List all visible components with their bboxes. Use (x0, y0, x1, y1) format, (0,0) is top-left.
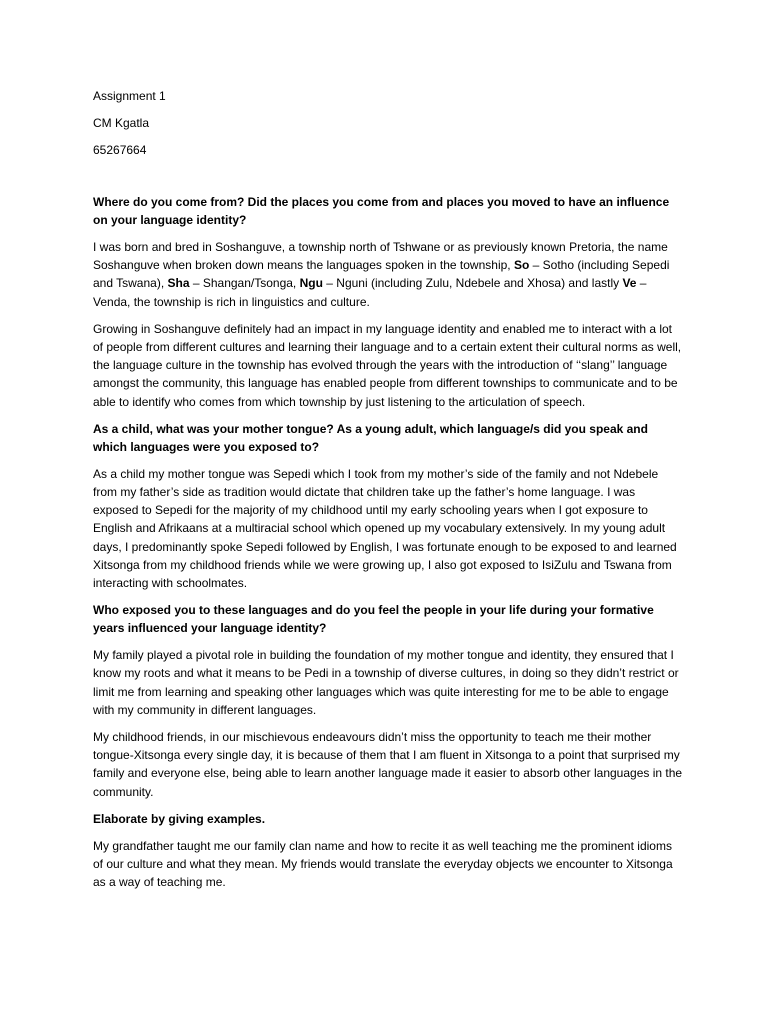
assignment-title: Assignment 1 (93, 89, 166, 103)
paragraph-6: My grandfather taught me our family clan name and how to recite it as well teaching me the prominent idioms of our culture and what they mean. My friends would translate the everyday objects we encounter to Xitsonga as a way of teaching me. (93, 838, 673, 890)
paragraph-4: My family played a pivotal role in building the foundation of my mother tongue and identity, they ensured that I know my roots and what it means to be Pedi in a township of diverse cultures, in doing so they didn’t restrict or limit me from learning and speaking other languages which was quite interesting for me to be able to engage with my community in different languages. (93, 648, 679, 717)
paragraph-2: Growing in Soshanguve definitely had an impact in my language identity and enabled me to interact with a lot of people from different cultures and learning their language and to a certain extent their cultural norms as well, the language culture in the township has evolved through the years with the introduction of ‘‘slang’’ language amongst the community, this language has enabled people from different townships to communicate and to be able to identify who comes from which township by just listening to the articulation of speech. (93, 321, 682, 409)
question-2: As a child, what was your mother tongue? As a young adult, which language/s did you speak and which languages were you exposed to? (93, 421, 648, 454)
student-number: 65267664 (93, 143, 147, 157)
student-name: CM Kgatla (93, 116, 150, 130)
question-4: Elaborate by giving examples. (93, 811, 266, 826)
paragraph-1: I was born and bred in Soshanguve, a township north of Tshwane or as previously known Pretoria, the name Soshanguve when broken down means the languages spoken in the township, So – Sotho (including Sepedi and Tswana), Sha – Shangan/Tsonga, Ngu – Nguni (including Zulu, Ndebele and Xhosa) and lastly Ve – Venda, the township is rich in linguistics and culture. (93, 240, 670, 309)
paragraph-5: My childhood friends, in our mischievous endeavours didn’t miss the opportunity to teach me their mother tongue-Xitsonga every single day, it is because of them that I am fluent in Xitsonga to a point that surprised my family and everyone else, being able to learn another language made it easier to absorb other languages in the community. (93, 730, 683, 799)
question-3: Who exposed you to these languages and do you feel the people in your life during your formative years influenced your language identity? (93, 603, 654, 636)
question-1: Where do you come from? Did the places you come from and places you moved to have an influence on your language identity? (93, 195, 670, 227)
document-page (93, 88, 683, 900)
paragraph-3: As a child my mother tongue was Sepedi which I took from my mother’s side of the family and not Ndebele from my father’s side as tradition would dictate that children take up the father’s home language. I was exposed to Sepedi for the majority of my childhood until my early schooling years when I got exposure to English and Afrikaans at a multiracial school which opened up my vocabulary extensively. In my young adult days, I predominantly spoke Sepedi followed by English, I was fortunate enough to be exposed to and learned Xitsonga from my childhood friends while we were growing up, I also got exposed to IsiZulu and Tswana from interacting with schoolmates. (93, 466, 677, 591)
